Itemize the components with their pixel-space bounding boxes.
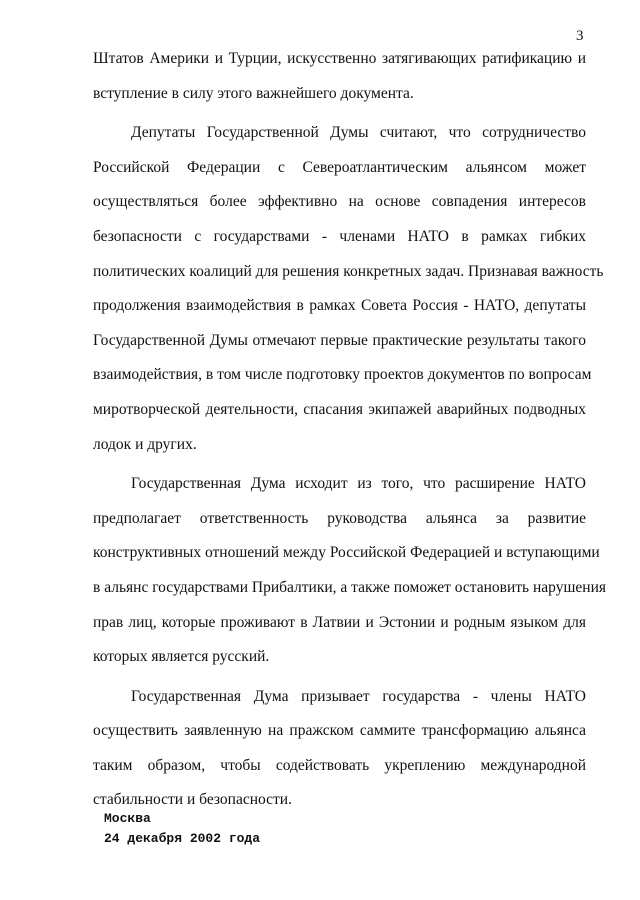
document-body bbox=[93, 42, 606, 818]
text-line: предполагает ответственность руководства альянса за развитие bbox=[93, 509, 586, 527]
paragraph bbox=[93, 116, 604, 462]
signature-date: 24 декабря 2002 года bbox=[104, 831, 261, 846]
text-line: которых является русский. bbox=[93, 648, 270, 666]
text-line: продолжения взаимодействия в рамках Совета Россия - НАТО, депутаты bbox=[93, 297, 586, 315]
paragraph bbox=[93, 42, 586, 111]
text-line: политических коалиций для решения конкретных задач. Признавая важность bbox=[93, 262, 604, 280]
text-line: осуществить заявленную на пражском саммите трансформацию альянса bbox=[93, 722, 586, 740]
paragraph bbox=[93, 680, 586, 818]
text-line: лодок и других. bbox=[93, 435, 197, 453]
text-line: конструктивных отношений между Российской Федерацией и вступающими bbox=[93, 544, 600, 562]
text-line: Депутаты Государственной Думы считают, что сотрудничество bbox=[131, 124, 586, 142]
text-line: Государственная Дума призывает государства - члены НАТО bbox=[131, 687, 586, 705]
text-line: вступление в силу этого важнейшего документа. bbox=[93, 84, 414, 102]
text-line: Российской Федерации с Североатлантическим альянсом может bbox=[93, 158, 586, 176]
text-line: прав лиц, которые проживают в Латвии и Эстонии и родным языком для bbox=[93, 613, 586, 631]
text-line: стабильности и безопасности. bbox=[93, 791, 292, 809]
text-line: Штатов Америки и Турции, искусственно затягивающих ратификацию и bbox=[93, 50, 586, 67]
page-number: 3 bbox=[576, 28, 584, 44]
signature-city: Москва bbox=[104, 811, 151, 826]
text-line: безопасности с государствами - членами НАТО в рамках гибких bbox=[93, 227, 586, 245]
text-line: взаимодействия, в том числе подготовку проектов документов по вопросам bbox=[93, 366, 592, 384]
text-line: таким образом, чтобы содействовать укреплению международной bbox=[93, 756, 586, 774]
text-line: осуществляться более эффективно на основе совпадения интересов bbox=[93, 193, 586, 211]
text-line: Государственной Думы отмечают первые практические результаты такого bbox=[93, 331, 586, 349]
signature-block bbox=[104, 809, 260, 849]
text-line: Государственная Дума исходит из того, что расширение НАТО bbox=[131, 475, 586, 493]
text-line: в альянс государствами Прибалтики, а также поможет остановить нарушения bbox=[93, 578, 606, 596]
paragraph bbox=[93, 467, 606, 675]
text-line: миротворческой деятельности, спасания экипажей аварийных подводных bbox=[93, 400, 586, 418]
